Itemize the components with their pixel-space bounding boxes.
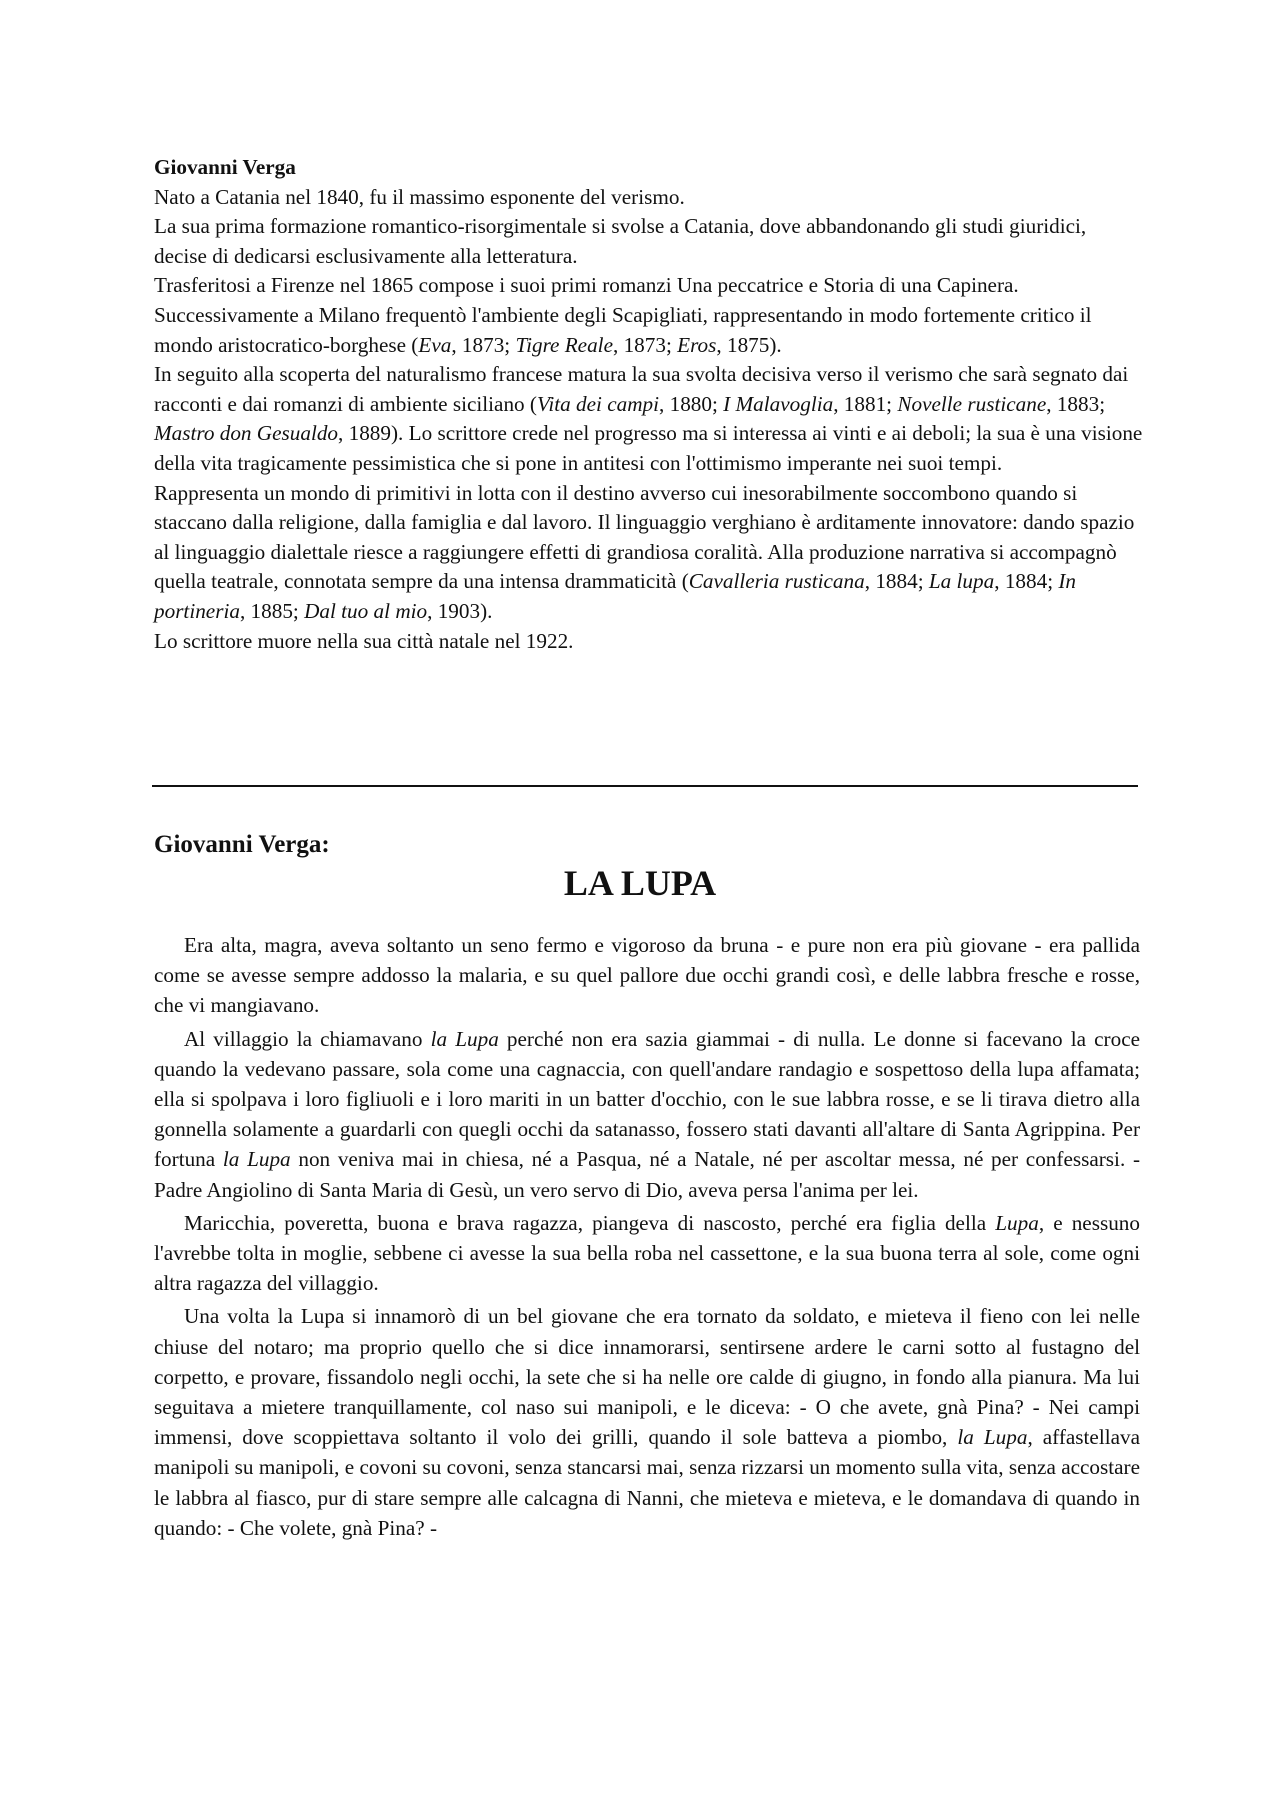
bio-text: Rappresenta un mondo di primitivi in lotta con il destino avverso cui inesorabilmente soccombono quando si staccano dalla religione, dalla famiglia e dal lavoro. Il linguaggio verghiano è arditamente innovatore: dando spazio al linguaggio dialettale riesce a raggiungere effetti di grandiosa coralità. Alla produzione narrativa si accompagnò quella teatrale, connotata sempre da una intensa drammaticità (	[154, 480, 1135, 594]
story-text-run: perché non era sazia giammai - di nulla. Le donne si facevano la croce quando la vedevano passare, sola come una cagnaccia, con quell'andare randagio e sospettoso della lupa affamata; ella si spolpava i loro figliuoli e i loro mariti in un batter d'occhio, con le sue labbra rosse, e se li tirava dietro alla gonnella solamente a guardarli con quegli occhi da satanasso, fossero stati davanti all'altare di Santa Agrippina. Per fortuna	[154, 1026, 1141, 1172]
story-emphasis: Lupa	[995, 1210, 1039, 1235]
bio-text: , 1881;	[833, 391, 898, 416]
story-paragraph	[154, 1024, 1140, 1205]
author-biography	[154, 153, 1144, 656]
story-paragraph	[154, 1301, 1140, 1543]
bio-text: , 1873;	[451, 332, 516, 357]
story-emphasis: la Lupa	[430, 1026, 499, 1051]
bio-text: , 1880;	[659, 391, 724, 416]
story-paragraph	[154, 1208, 1140, 1299]
work-title: Mastro don Gesualdo	[154, 421, 339, 446]
bio-line: La sua prima formazione romantico-risorgimentale si svolse a Catania, dove abbandonando gli studi giuridici, decise di dedicarsi esclusivamente alla letteratura.	[154, 214, 1087, 268]
bio-paragraph	[154, 479, 1144, 627]
work-title: In portineria	[154, 569, 1077, 623]
section-divider	[152, 785, 1138, 787]
work-title: I Malavoglia	[723, 391, 834, 416]
story-text-run: non veniva mai in chiesa, né a Pasqua, né a Natale, né per ascoltar messa, né per confessarsi. - Padre Angiolino di Santa Maria di Gesù, un vero servo di Dio, aveva persa l'anima per lei.	[154, 1147, 1140, 1202]
bio-text: , 1884;	[994, 569, 1059, 594]
bio-text: , 1889). Lo scrittore crede nel progresso ma si interessa ai vinti e ai deboli; la sua è una visione della vita tragicamente pessimistica che si pone in antitesi con l'ottimismo imperante nei suoi tempi.	[154, 421, 1143, 475]
bio-text: , 1903).	[427, 598, 493, 623]
story-emphasis: la Lupa	[957, 1425, 1028, 1450]
story-text-run: Maricchia, poveretta, buona e brava ragazza, piangeva di nascosto, perché era figlia della	[184, 1210, 996, 1235]
story-text-run: Al villaggio la chiamavano	[184, 1026, 431, 1051]
work-title: Cavalleria rusticana	[688, 569, 865, 594]
work-title: Eros	[677, 332, 717, 357]
story-text	[154, 930, 1140, 1543]
work-title: La lupa	[928, 569, 995, 594]
bio-text: , 1873;	[612, 332, 678, 357]
work-title: Dal tuo al mio	[304, 598, 428, 623]
work-title: Tigre Reale	[515, 332, 613, 357]
bio-line: Lo scrittore muore nella sua città natale nel 1922.	[154, 628, 574, 653]
story-text-run: , affastellava manipoli su manipoli, e covoni su covoni, senza stancarsi mai, senza rizzarsi un momento sulla vita, senza accostare le labbra al fiasco, pur di stare sempre alle calcagna di Nanni, che mieteva e mieteva, e le domandava di quando in quando: - Che volete, gnà Pina? -	[154, 1425, 1140, 1540]
bio-paragraph	[154, 360, 1144, 478]
work-title: Novelle rusticane	[897, 391, 1047, 416]
bio-text: , 1875).	[716, 332, 782, 357]
story-emphasis: la Lupa	[222, 1147, 291, 1172]
bio-text: , 1884;	[864, 569, 929, 594]
bio-text: In seguito alla scoperta del naturalismo francese matura la sua svolta decisiva verso il verismo che sarà segnato dai racconti e dai romanzi di ambiente siciliano (	[154, 362, 1129, 416]
story-title: LA LUPA	[563, 863, 717, 903]
bio-line: Nato a Catania nel 1840, fu il massimo esponente del verismo.	[154, 184, 685, 209]
story-author: Giovanni Verga:	[154, 831, 330, 858]
work-title: Vita dei campi	[537, 391, 659, 416]
story-text-run: , e nessuno l'avrebbe tolta in moglie, sebbene ci avesse la sua bella roba nel cassettone, e la sua buona terra al sole, come ogni altra ragazza del villaggio.	[154, 1210, 1140, 1296]
bio-text: , 1885;	[239, 598, 305, 623]
bio-text: , 1883;	[1046, 391, 1106, 416]
story-paragraph: Era alta, magra, aveva soltanto un seno fermo e vigoroso da bruna - e pure non era più giovane - era pallida come se avesse sempre addosso la malaria, e su quel pallore due occhi grandi così, e delle labbra fresche e rosse, che vi mangiavano.	[154, 933, 1140, 1018]
work-title: Eva	[418, 332, 452, 357]
story-text-run: Una volta la Lupa si innamorò di un bel giovane che era tornato da soldato, e mieteva il fieno con lei nelle chiuse del notaro; ma proprio quello che si dice innamorarsi, sentirsene ardere le carni sotto al fustagno del corpetto, e provare, fissandolo negli occhi, la sete che si ha nelle ore calde di giugno, in fondo alla pianura. Ma lui seguitava a mietere tranquillamente, col naso sui manipoli, e le diceva: - O che avete, gnà Pina? - Nei campi immensi, dove scoppiettava soltanto il volo dei grilli, quando il sole batteva a piombo,	[154, 1304, 1140, 1450]
bio-paragraph	[154, 271, 1144, 360]
bio-heading: Giovanni Verga	[154, 155, 296, 179]
bio-text: Trasferitosi a Firenze nel 1865 compose i suoi primi romanzi Una peccatrice e Storia di una Capinera. Successivamente a Milano frequentò l'ambiente degli Scapigliati, rappresentando in modo fortemente critico il mondo aristocratico-borghese (	[154, 273, 1092, 357]
